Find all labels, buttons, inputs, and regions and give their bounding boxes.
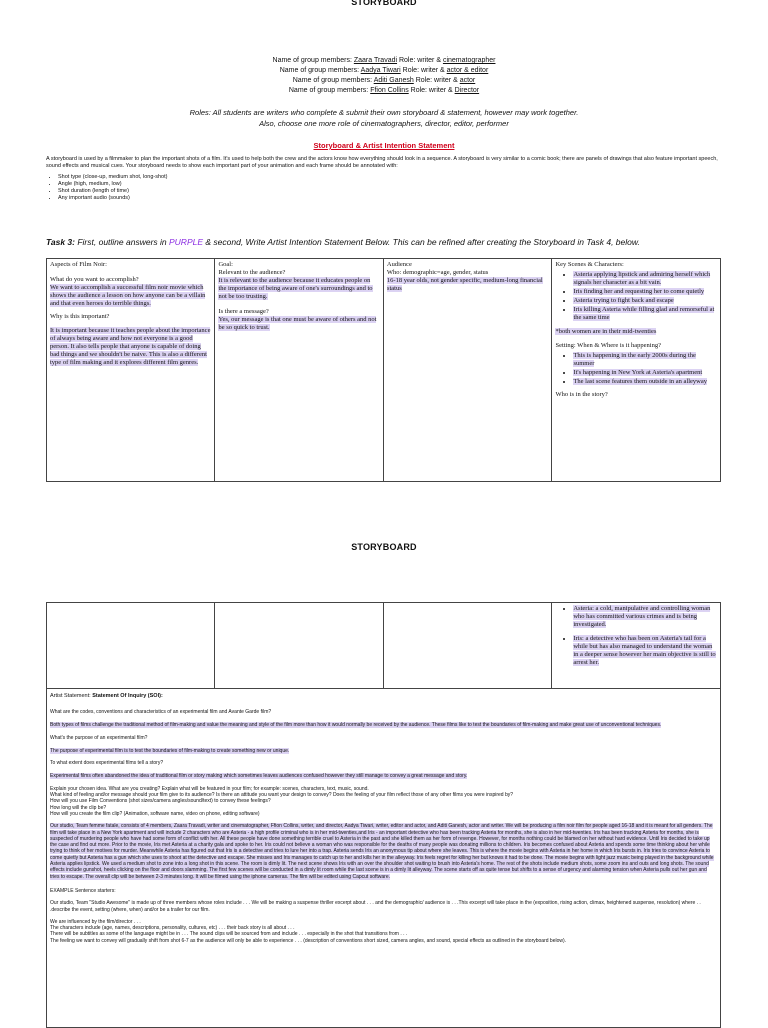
section-title: Storyboard & Artist Intention Statement: [313, 141, 455, 150]
example-label: EXAMPLE Sentence starters:: [50, 887, 116, 894]
group-member-1: Name of group members: Zaara Travadi Role: writer & cinematographer: [272, 57, 496, 64]
list-item: • This is happening in the early 2000s during the summer: [573, 352, 717, 368]
member-name: Zaara Travadi: [353, 57, 398, 64]
list-item: • Iris: a detective who has been on Asteria's tail for a while but has also managed to understand the woman in a deeper sense however her main objective is still to arrest her.: [573, 635, 717, 667]
key-scenes-cell: Key Scenes & Characters: • Asteria applying lipstick and admiring herself which signals her character as a bit vain. • Iris finding her and requesting her to come quietly • Asteria trying to fight back and escape • Iris killing Asteria while filling glad and remorseful at the same time *both women are in their mid-twenties Setting: When & Where is it happening? • This is happening in the early 2000s during the summer • It's happening in New York at Asteria's apartment • The last scene features them outside in an alleyway Who is in the story?: [552, 259, 721, 482]
empty-cell: [383, 603, 551, 689]
group-member-2: Name of group members: Aadya Tiwari Role: writer & actor & editor: [279, 67, 489, 74]
task-instructions: Task 3: First, outline answers in PURPLE & second, Write Artist Intention Statement Below. This can be refined after creating the Storyboard in Task 4, below.: [46, 237, 640, 247]
member-role: cinematographer: [442, 57, 496, 64]
list-item: • Shot duration (length of time): [58, 188, 726, 195]
storyboard-intro: [46, 156, 726, 202]
statement-heading: Artist Statement: Statement Of Inquiry (SOI):: [50, 693, 163, 699]
list-item: • Asteria: a cold, manipulative and controlling woman who has committed various crimes and is being investigated.: [573, 605, 717, 629]
answer: Experimental films often abandoned the idea of traditional film or story making which sometimes leaves audiences confused however they still manage to convey a great message and story.: [50, 773, 468, 780]
explain-prompts: Explain your chosen idea. What are you creating? Explain what will be featured in your film; for example: scenes, characters, text, music, sound. What kind of feeling and/or message should your film give to its audience? Is there an attitude you want your design to convey? Does the feeling of your film reflect those of any other films you were inspired by? How will you use Film Conventions (shot sizes/camera angles/sound/text) to convey these feelings? How long will the clip be? How will you create the film clip? (Animation, software name, video on phone, editing software): [50, 785, 514, 817]
influence-prompts: We are influenced by the film/director . . . The characters include (age, names, descriptions, personality, cultures, etc) . . . their back story is all about . . . There will be subtitles as some of the language might be in . . . The sound clips will be sourced from and include . . . especially in the shot that transitions from . . . The feeling we want to convey will gradually shift from shot 6-7 as the audience will only be able to experience . . . (description of conventions short sized, camera angles, and sound, special effects as outlined in the storyboard below).: [50, 918, 567, 944]
page-title-2: STORYBOARD: [351, 542, 417, 552]
list-item: • It's happening in New York at Asteria's apartment: [573, 369, 717, 377]
member-role: Director: [454, 87, 480, 94]
member-name: Aditi Ganesh: [373, 77, 414, 84]
answer: The purpose of experimental film is to test the boundaries of film-making to create something new or unique.: [50, 747, 290, 754]
audience-cell: Audience Who: demographic=age, gender, status 16-18 year olds, not gender specific, medium-long financial status: [383, 259, 552, 482]
list-item: • Iris killing Asteria while filling glad and remorseful at the same time: [573, 306, 717, 322]
goal-cell: Goal: Relevant to the audience? It is relevant to the audience because it educates people on the importance of being aware of one's surroundings and to not be too trusting. Is there a message? Yes, our message is that one must be aware of others and not be so quick to trust.: [215, 259, 383, 482]
group-member-3: Name of group members: Aditi Ganesh Role: writer & actor: [292, 77, 476, 84]
characters-cell: [552, 603, 721, 689]
question: What are the codes, conventions and characteristics of an experimental film and Avante Garde film?: [50, 709, 272, 715]
list-item: • The last scene features them outside in an alleyway: [573, 378, 717, 386]
list-item: • Angle (high, medium, low): [58, 181, 726, 188]
outline-table: [46, 258, 721, 482]
annotation-list: [46, 174, 726, 202]
example-text: Our studio, Team "Studio Awesome" is made up of three members whose roles include . . . We will be making a suspense thriller excerpt about . . . and the demographic/ audience is . . .This excerpt will take place in the (exposition, rising action, climax, heightened suspense, resolution) where . . .describe the event, setting (where, when) and/or be a trailer for our film.: [50, 900, 701, 913]
studio-statement: Our studio, Team femme fatale, consists of 4 members, Zaara Travadi, writer and cinematographer, Ffion Collins, writer, and director, Aadya Tiwari, writer, editor and actor, and Aditi Ganesh, actor and writer. We will be producing a film noir film for people aged 16-18 and it is meant for all genders. The film will take place in a New York apartment and will include 2 characters who are Asteria - a high profile criminal who is in her mid-twenties,and Iris - an important detective who has been tracking Asteria for months, she is also in her mid-twenties. Iris has been tracking Asteria for months, she is suspected of murdering people who have had some form of conflict with her. All these people have done something terrible cruel to Asteria in the past and she killed them as her form of revenge. However, for months nothing could be blamed on her without hard evidence. Until Iris decided to take up the case and find out more. Prior to the movie, Iris met Asteria at a charity gala and spoke to her. Iris could not believe a woman who was responsible for the deaths of many people was donating millions to children. Iris becomes confused about Asteria and spends some time thinking about her while trying to think of her motives for murder. Meanwhile Asteria has figured out that Iris is a detective and tries to lure her into a trap. Asteria sends Iris an anonymous tip about where she leaves. This is where the movie begins with Asteria in her home in which Iris bursts in. Iris tries to convince Asteria to come quietly but Asteria has a gun which she uses to shoot at the detective and escape. She misses and Iris manages to catch up to her and kills her in the alleyway. Iris feels regret for killing her but knows it had to be done. The movie begins with light jazz music being played in the background while Asteria applies lipstick. We used a medium shot to zone into a long shot in this scene. The room is dimly lit. The next scene shows Iris with an over the shoulder shot waiting to brush into Asteria's home. The rest of the shots include medium shots, some zoom ins and outs and long shots. The sound effects include gunshot, heels clicking on the floor and doors slamming. The first few scenes will be conducted in a dimly lit room while the last scene is in a dimly lit alleyway. The scene starts off as quite tense but shifts to a sense of urgency and alarming tension when Asteria pulls out her gun and tries to escape. The overall clip will be between 2-3 minutes long. It will be filmed using the iphone cameras. The film will be edited using Capcut software.: [50, 823, 714, 880]
roles-note-line-2: Also, choose one more role of cinematographers, director, editor, performer: [259, 119, 509, 128]
roles-note-line-1: Roles: All students are writers who complete & submit their own storyboard & statement, however may work together.: [189, 108, 579, 117]
characters-table: [46, 602, 721, 1028]
member-name: Ffion Collins: [370, 87, 409, 94]
member-name: Aadya Tiwari: [360, 67, 401, 74]
group-member-4: Name of group members: Ffion Collins Role: writer & Director: [288, 87, 480, 94]
artist-statement-cell: [47, 689, 721, 1028]
list-item: • Iris finding her and requesting her to come quietly: [573, 288, 717, 296]
question: To what extent does experimental films tell a story?: [50, 760, 164, 767]
intro-text: A storyboard is used by a filmmaker to plan the important shots of a film. It's used to help both the crew and the actors know how everything should look in a sequence. A storyboard is very similar to a comic book; there are panels of drawings that also feature important speech, sound effects and musical cues. Your storyboard needs to show each important part of your animation and each frame should be annotated with:: [46, 156, 718, 169]
empty-cell: [215, 603, 383, 689]
film-noir-aspects-cell: Aspects of Film Noir: What do you want to accomplish? We want to accomplish a successful film noir movie which shows the audience a lesson on how anyone can be a villain and that even heroes do terrible things. Why is this important? It is important because it teaches people about the importance of always being aware and how not everyone is a good person. It also tells people that anyone is capable of doing bad things and we shouldn't be naive. This is also a different type of film making and it explores different film genres.: [47, 259, 215, 482]
member-role: actor & editor: [446, 67, 489, 74]
list-item: • Any important audio (sounds): [58, 195, 726, 202]
list-item: • Asteria trying to fight back and escape: [573, 297, 717, 305]
list-item: • Asteria applying lipstick and admiring herself which signals her character as a bit vain.: [573, 271, 717, 287]
empty-cell: [47, 603, 215, 689]
question: What's the purpose of an experimental film?: [50, 734, 148, 741]
page-title: STORYBOARD: [351, 0, 417, 7]
answer: Both types of films challenge the traditional method of film-making and value the meaning and style of the film more than how it would normally be received by the audience. These films like to test the boundaries of film-making and make great use of unconventional techniques.: [50, 722, 662, 729]
member-role: actor: [459, 77, 476, 84]
list-item: • Shot type (close-up, medium shot, long-shot): [58, 174, 726, 181]
